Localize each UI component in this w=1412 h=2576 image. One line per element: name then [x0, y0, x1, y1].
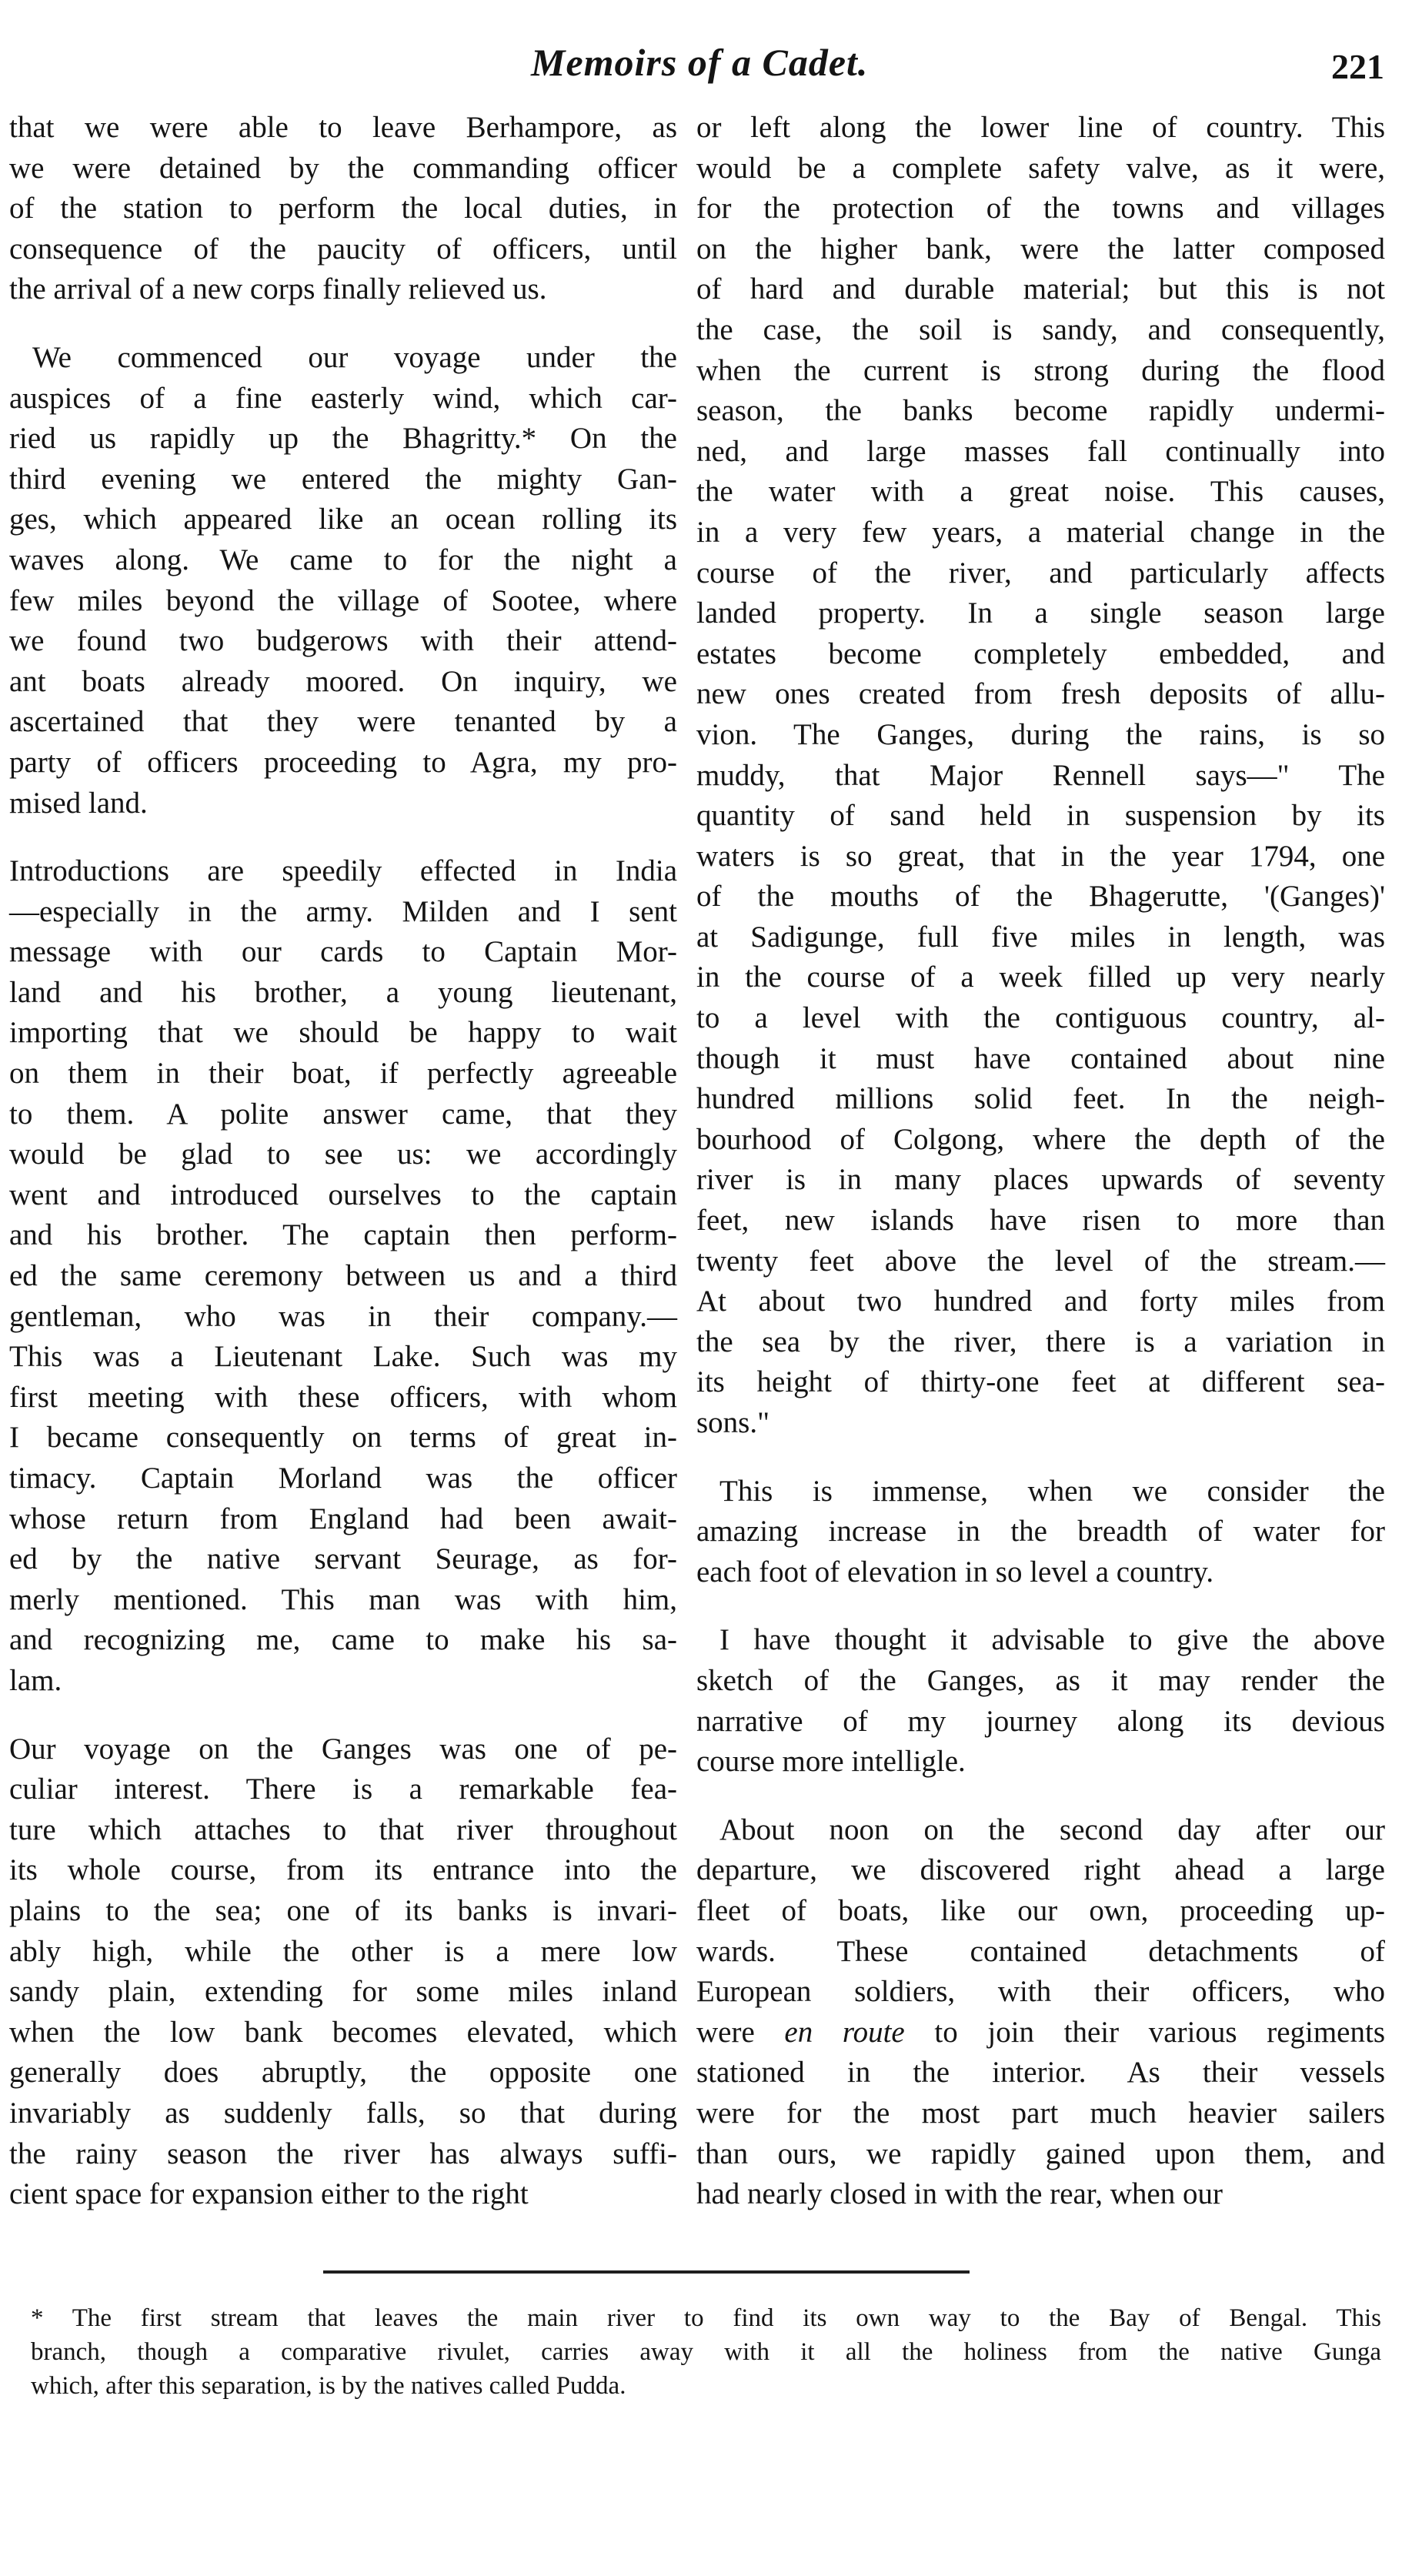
text-line: message with our cards to Captain Mor-: [9, 935, 677, 969]
text-line: gentleman, who was in their company.—: [9, 1299, 677, 1333]
text-line: waters is so great, that in the year 1794, one: [696, 839, 1385, 873]
right-paragraph-3: [696, 1620, 1385, 1782]
text-line: ned, and large masses fall continually into: [696, 434, 1385, 468]
text-line: ably high, while the other is a mere low: [9, 1934, 677, 1968]
text-line: than ours, we rapidly gained upon them, and: [696, 2137, 1385, 2170]
left-paragraph-3: [9, 851, 677, 1701]
text-line: At about two hundred and forty miles from: [696, 1285, 1385, 1318]
text-line: would be glad to see us: we accordingly: [9, 1138, 677, 1171]
text-line: cient space for expansion either to the right: [9, 2177, 529, 2211]
text-line: of the mouths of the Bhagerutte, '(Ganges)': [696, 880, 1385, 914]
text-line: and recognizing me, came to make his sa-: [9, 1623, 677, 1657]
text-line: the case, the soil is sandy, and consequently,: [696, 312, 1385, 346]
text-line: quantity of sand held in suspension by its: [696, 799, 1385, 833]
text-line: its height of thirty-one feet at different sea-: [696, 1365, 1385, 1399]
text-line: This is immense, when we consider the: [719, 1474, 1385, 1508]
text-line: season, the banks become rapidly undermi-: [696, 394, 1385, 428]
text-line: ges, which appeared like an ocean rolling its: [9, 503, 677, 536]
text-line: timacy. Captain Morland was the officer: [9, 1462, 677, 1495]
text-line: the rainy season the river has always suffi-: [9, 2137, 677, 2170]
text-line: for the protection of the towns and villages: [696, 192, 1385, 226]
text-line: each foot of elevation in so level a country.: [696, 1555, 1214, 1589]
text-line: bourhood of Colgong, where the depth of the: [696, 1122, 1385, 1156]
text-line: This was a Lieutenant Lake. Such was my: [9, 1340, 677, 1374]
text-line: land and his brother, a young lieutenant,: [9, 975, 677, 1009]
text-line: stationed in the interior. As their vessels: [696, 2056, 1385, 2090]
text-line: amazing increase in the breadth of water for: [696, 1515, 1385, 1549]
text-line: whose return from England had been await-: [9, 1502, 677, 1535]
text-line: we found two budgerows with their attend-: [9, 624, 677, 658]
text-line: of hard and durable material; but this is not: [696, 272, 1385, 306]
text-line: fleet of boats, like our own, proceeding up-: [696, 1893, 1385, 1927]
right-paragraph-1: [696, 108, 1385, 1444]
text-line: which, after this separation, is by the natives called Pudda.: [31, 2372, 626, 2400]
footnote-rule: [323, 2270, 970, 2274]
text-line: when the current is strong during the flood: [696, 353, 1385, 387]
text-line: new ones created from fresh deposits of allu-: [696, 677, 1385, 711]
text-line: went and introduced ourselves to the captain: [9, 1178, 677, 1211]
text-line: sandy plain, extending for some miles inland: [9, 1975, 677, 2009]
text-line: ed by the native servant Seurage, as for-: [9, 1542, 677, 1576]
text-line: the water with a great noise. This causes,: [696, 475, 1385, 509]
text-line: to a level with the contiguous country, al-: [696, 1001, 1385, 1035]
text-line: when the low bank becomes elevated, which: [9, 2015, 677, 2049]
text-line: would be a complete safety valve, as it were,: [696, 151, 1385, 185]
text-line: hundred millions solid feet. In the neigh-: [696, 1082, 1385, 1116]
text-line: ant boats already moored. On inquiry, we: [9, 664, 677, 698]
text-line: departure, we discovered right ahead a large: [696, 1853, 1385, 1887]
left-paragraph-1: [9, 108, 677, 310]
text-line: first meeting with these officers, with whom: [9, 1380, 677, 1414]
text-line: importing that we should be happy to wait: [9, 1016, 677, 1050]
text-line: that we were able to leave Berhampore, as: [9, 111, 677, 144]
right-paragraph-4: [696, 1810, 1385, 2215]
text-line: I have thought it advisable to give the above: [719, 1623, 1385, 1657]
text-line: Our voyage on the Ganges was one of pe-: [9, 1732, 677, 1766]
text-line: in the course of a week filled up very nearly: [696, 961, 1385, 994]
text-line: We commenced our voyage under the: [32, 340, 677, 374]
running-title: Memoirs of a Cadet.: [531, 41, 869, 84]
text-line: consequence of the paucity of officers, until: [9, 232, 677, 266]
text-line: feet, new islands have risen to more than: [696, 1204, 1385, 1238]
running-head: [0, 40, 1412, 94]
text-line: ture which attaches to that river throughout: [9, 1813, 677, 1846]
text-line: of the station to perform the local duties, in: [9, 192, 677, 226]
text-line: though it must have contained about nine: [696, 1041, 1385, 1075]
text-line: plains to the sea; one of its banks is invari-: [9, 1893, 677, 1927]
text-line: mised land.: [9, 786, 148, 820]
italic-phrase: en route: [784, 2015, 905, 2049]
text-line: ed the same ceremony between us and a third: [9, 1259, 677, 1293]
text-line: I became consequently on terms of great in-: [9, 1421, 677, 1455]
text-line: the sea by the river, there is a variation in: [696, 1325, 1385, 1358]
text-line: on the higher bank, were the latter composed: [696, 232, 1385, 266]
left-column: [9, 108, 677, 2243]
right-column: [696, 108, 1385, 2243]
text-line: twenty feet above the level of the stream.—: [696, 1244, 1385, 1278]
text-line: generally does abruptly, the opposite one: [9, 2056, 677, 2090]
text-line: merly mentioned. This man was with him,: [9, 1582, 677, 1616]
text-line: in a very few years, a material change in the: [696, 515, 1385, 549]
text-line: the arrival of a new corps finally relieved us.: [9, 272, 547, 306]
text-line: estates become completely embedded, and: [696, 636, 1385, 670]
text-line: muddy, that Major Rennell says—" The: [696, 758, 1385, 792]
text-line: wards. These contained detachments of: [696, 1934, 1385, 1968]
page-number: 221: [1331, 47, 1384, 86]
text-line: third evening we entered the mighty Gan-: [9, 462, 677, 496]
text-line: sketch of the Ganges, as it may render the: [696, 1663, 1385, 1697]
text-line: European soldiers, with their officers, who: [696, 1975, 1385, 2009]
text-line: invariably as suddenly falls, so that during: [9, 2096, 677, 2130]
text-line: we were detained by the commanding officer: [9, 151, 677, 185]
text-line: narrative of my journey along its devious: [696, 1704, 1385, 1738]
text-line: course more intelligle.: [696, 1745, 966, 1779]
text-line: its whole course, from its entrance into the: [9, 1853, 677, 1887]
text-line: branch, though a comparative rivulet, carries away with it all the holiness from the native Gunga: [31, 2338, 1381, 2366]
text-line: party of officers proceeding to Agra, my pro-: [9, 745, 677, 779]
text-line: Introductions are speedily effected in India: [9, 854, 677, 888]
text-line: few miles beyond the village of Sootee, where: [9, 583, 677, 617]
text-line: course of the river, and particularly affects: [696, 556, 1385, 590]
text-line: or left along the lower line of country. This: [696, 111, 1385, 144]
text-line: culiar interest. There is a remarkable fea-: [9, 1772, 677, 1806]
text-line: ried us rapidly up the Bhagritty.* On the: [9, 422, 677, 456]
text-line: About noon on the second day after our: [719, 1813, 1385, 1846]
text-line: were for the most part much heavier sailers: [696, 2096, 1385, 2130]
right-paragraph-2: [696, 1472, 1385, 1593]
text-line: to them. A polite answer came, that they: [9, 1097, 677, 1131]
text-line: sons.": [696, 1406, 770, 1439]
left-paragraph-2: [9, 338, 677, 824]
text-line: ascertained that they were tenanted by a: [9, 705, 677, 739]
text-line: river is in many places upwards of seventy: [696, 1163, 1385, 1197]
text-line: waves along. We came to for the night a: [9, 543, 677, 576]
text-line: on them in their boat, if perfectly agreeable: [9, 1057, 677, 1091]
left-paragraph-4: [9, 1729, 677, 2215]
text-line: auspices of a fine easterly wind, which car-: [9, 381, 677, 415]
text-line: had nearly closed in with the rear, when our: [696, 2177, 1223, 2211]
text-line: at Sadigunge, full five miles in length, was: [696, 920, 1385, 954]
text-line: * The first stream that leaves the main river to find its own way to the Bay of Bengal. This: [31, 2304, 1381, 2332]
text-line: vion. The Ganges, during the rains, is so: [696, 717, 1385, 751]
text-line: were en route to join their various regiments: [696, 2015, 1386, 2049]
text-line: —especially in the army. Milden and I sent: [9, 894, 677, 928]
text-line: lam.: [9, 1663, 62, 1697]
text-line: landed property. In a single season large: [696, 596, 1385, 630]
footnote: [31, 2301, 1381, 2403]
text-line: and his brother. The captain then perform-: [9, 1218, 677, 1252]
